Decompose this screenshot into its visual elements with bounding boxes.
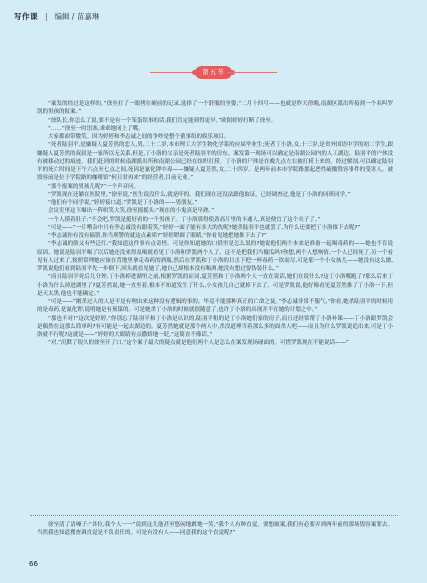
editor-credit: 编辑 / 苗嘉琳 xyxy=(54,11,100,21)
header-separator: | xyxy=(45,11,48,21)
paragraph: “案发的经过是这样的。”徐至打了一眼拷在硬前的记录,选择了一个舒服的坐姿,“二月十四号——也就是昨天傍晚,南湖区派出所接到一个名叫罗凯的男孩的报案。” xyxy=(37,101,393,116)
paragraph: 大家都面带微笑。因为婷婷和李志诚之间的争吵是整个董事组的娱乐项目。 xyxy=(48,134,230,140)
paragraph: 会议室里这下爆出一阵哄笑大笑,徐至摇摇头:“现在的小鬼真是早熟。” xyxy=(48,208,215,215)
page-header xyxy=(14,9,99,23)
paragraph: “……”徐至一时语塞,乖乖地闭上了嘴。 xyxy=(48,125,144,132)
page-number: 66 xyxy=(29,560,38,568)
closing-paragraph xyxy=(37,521,393,538)
column-name: 写作课 xyxy=(14,11,38,21)
paragraph: “那也不对!”这次是婷婷,“你别忘了陆羽平和丁小洛是认识的,陆羽平租的是丁小洛她们家的房子,而且还经常帮丁小洛补课——丁小洛跟罗凯会是偶然在这那么简单吗?有可能是一起去湖边的。夏芳然她就是那个两人中,杀没道理当着那么多的面杀人吧——而且为什么罗凯说追出来,可是丁小洛就不行呢?这就是——”婷婷的大眼睛有点撒娇地一眨,“这简直不像话。” xyxy=(37,315,393,338)
paragraph: “罗凯现在还躺在医院里。”徐至说,“医生说没什么,就是吓的。我们现在还没法跟他取证。已经调查过,他是丁小洛的同班同学。” xyxy=(48,191,351,198)
paragraph: “而且陆羽平死后几分钟,丁小洛掉进湖里之前,根据罗凯的证词,夏芳然和丁小洛两个人一直在说话,她们在说什么?这丁小洛哪跑了?那么后来丁小洛为什么掉进湖里了?夏芳然说,她一直坐着,根本不知道发生了什么,小女孩儿自己就掉下去了。可是罗凯说,他好像看见夏芳然推了丁小洛一下,但是天太黑,他也不能确定。” xyxy=(37,274,393,297)
ornament-line-right xyxy=(227,72,277,73)
paragraph: “可是——”刚杀过人的人是不是有理由来这种没有逻辑的事的。毕竟不能那种真正的亡命之徒。”李志诚非常不服气,“你看,她杀陆羽平的时候用的是毒药,是氰化钾,说明她是有预谋的。可是她杀丁小洛的时候就很随意了,也许丁小洛的出现并不在她的计划之中。” xyxy=(37,299,393,314)
paragraph: “可是——”一片嘈杂中只有李志诚没有跟着笑,“婷婷一面子能有多大的仇呢?她杀陆羽平也就罢了,为什么还要把丁小洛推下去呢?” xyxy=(48,224,361,231)
paragraph: “死者陆羽平,是嫌疑人夏芳然的恋人,男,二十二岁,本市理工大学生物化学系的应届毕业生;死者丁小洛,女,十三岁,是省外国语中学的初二学生,跟嫌疑人夏芳然的叔叔是一家所以无关系,但是,丁小洛的父亲是死者陆羽平的房东。案发第一现场可以确定是南湖公园内的人工湖边。陆羽平的户体没有被移动过的痕迹。我们赶到的时候南湖派出所和南湖公园已经在组织打捞。丁小洛的尸体是在晚九点左右被打捞上来的。经过解剖,可以确定陆羽平的死亡时间是下午六点至七点之间,死因是氰化钾中毒——嫌疑人夏芳然,女,二十四岁。是两年前本市学院路那起恶性硫酸毁容事件的受害人。被毁容前是位于学院路的咖啡馆“何日君再来”的经营者,目前无业。” xyxy=(37,142,393,182)
paragraph: 一个人摸着肚子:“不会吧,罗凯是挺好看的一个男孩子。丁小洛那得使劲高片里的卡通人,真是便宜了这个夹子了。” xyxy=(48,216,321,223)
paragraph: 徐至清了清嗓子:“各位,我个人一一”说到这儿他甚至悠闲地踱地一笑,“我个人有种直觉。要想破案,我们有必要弄到两年前的那场毁容案罪去。当然我也知道搜查调直觉是不负责任的。可是有没有人——同意我的这个直觉呢?” xyxy=(37,522,393,537)
section-badge: 第五节 xyxy=(195,66,232,79)
paragraph: “徐队长,你怎么了说,要不是有一个笨蛋误事的话,我们肯定能到得更早。”欧阳婷婷打断了徐至。 xyxy=(48,117,277,124)
paragraph: “对,”沉默了很久的徐至开了口,“这个案子最大的疑点就是他们两个人是怎么在案发现场碰面的。可惜罗凯现在不能说话——” xyxy=(48,340,349,347)
paragraph: “李志诚你有没有搞错,你当刑警的就这点素质?”婷婷瞪圆了眼睛,“你看见她把她推下去了?” xyxy=(48,233,267,239)
dotted-divider xyxy=(30,515,398,516)
story-body xyxy=(37,100,393,348)
paragraph: “李志诚的脸又有些泛红:“我知道这件事有点奇怪。可是你知道她的口供里是怎么说的?她说他们两个本来是准备一起喝毒药的——她也不肯说原因。她说是陆羽平喝了以后她还没来得及喝就看见丁小洛和罗凯两个人了。这不是把我们当傻瓜吗?你想,两个人想殉情,一个人已经死了,另一个看见有人过来了,按照常理她应该在背地里拿走毒药的酒瓶,然后在罗凯和丁小洛的目击下把一杯毒药一饮而尽,可是那一个小女孩儿——她没有这么做,罗凯说他们看到陆羽平先一步倒下,回头就看见她了,她自己却根本没有喝酒,她没有想过要伪装什么。” xyxy=(37,241,393,272)
paragraph: “他们有个同学说,”婷婷接口道,“罗凯是丁小洛的——男朋友。” xyxy=(48,200,198,206)
section-heading xyxy=(150,66,277,79)
paragraph: “那个报案的男孩儿呢?”一个声音问。 xyxy=(48,183,140,190)
